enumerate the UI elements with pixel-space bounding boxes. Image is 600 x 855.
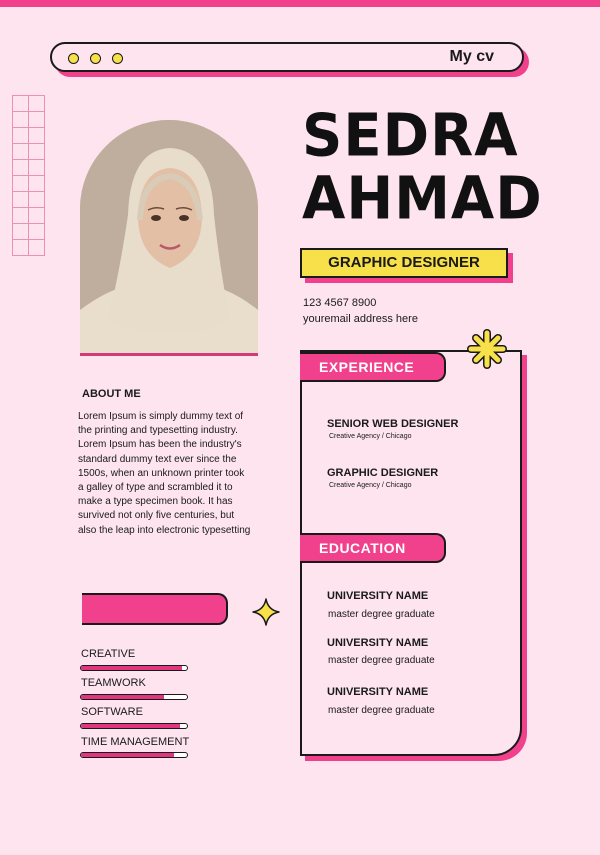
skill-label: TEAMWORK (81, 677, 146, 689)
job-title: SENIOR WEB DESIGNER (327, 418, 459, 430)
portrait-illustration (80, 120, 258, 354)
profile-photo (80, 120, 258, 354)
window-dot-icon (68, 53, 79, 64)
skill-bar (80, 723, 188, 729)
about-line: survived not only five centuries, but (78, 510, 235, 522)
skill-label: SOFTWARE (81, 706, 143, 718)
about-heading: ABOUT ME (82, 388, 141, 400)
skill-bar-fill (81, 666, 182, 670)
university-name: UNIVERSITY NAME (327, 590, 429, 602)
grid-decoration (12, 95, 45, 256)
window-title-bar (50, 42, 524, 72)
sparkle-icon (251, 597, 281, 627)
skill-bar-fill (81, 753, 174, 757)
person-name (302, 101, 543, 234)
job-company: Creative Agency / Chicago (329, 482, 412, 489)
about-line: 1500s, when an unknown printer took (78, 467, 245, 479)
job-title: GRAPHIC DESIGNER (327, 467, 439, 479)
skill-label: TIME MANAGEMENT (81, 736, 190, 748)
photo-underline (80, 353, 258, 356)
degree: master degree graduate (328, 609, 435, 620)
window-dot-icon (112, 53, 123, 64)
window-title: My cv (449, 48, 494, 65)
job-title-badge: GRAPHIC DESIGNER (300, 248, 508, 278)
skill-bar (80, 694, 188, 700)
about-text (78, 410, 268, 538)
top-accent-bar (0, 0, 600, 7)
about-line: the printing and typesetting industry. (78, 425, 238, 437)
window-dot-icon (90, 53, 101, 64)
asterisk-icon (465, 327, 509, 371)
about-line: Lorem Ipsum has been the industry's (78, 439, 242, 451)
first-name: SEDRA (302, 101, 519, 171)
skill-bar (80, 752, 188, 758)
last-name: AHMAD (302, 164, 543, 234)
job-company: Creative Agency / Chicago (329, 433, 412, 440)
skills-heading-box (82, 593, 228, 625)
email-address: youremail address here (303, 313, 418, 325)
skill-bar-fill (81, 695, 164, 699)
degree: master degree graduate (328, 705, 435, 716)
about-line: a galley of type and scrambled it to (78, 482, 233, 494)
university-name: UNIVERSITY NAME (327, 686, 429, 698)
about-line: standard dummy text ever since the (78, 453, 237, 465)
skill-label: CREATIVE (81, 648, 136, 660)
phone-number: 123 4567 8900 (303, 297, 377, 309)
degree: master degree graduate (328, 655, 435, 666)
about-line: also the leap into electronic typesetting (78, 524, 251, 536)
university-name: UNIVERSITY NAME (327, 637, 429, 649)
about-line: Lorem Ipsum is simply dummy text of (78, 411, 244, 422)
education-heading: EDUCATION (300, 533, 446, 563)
experience-heading: EXPERIENCE (300, 352, 446, 382)
skill-bar-fill (81, 724, 180, 728)
skill-bar (80, 665, 188, 671)
about-line: make a type specimen book. It has (78, 496, 233, 508)
